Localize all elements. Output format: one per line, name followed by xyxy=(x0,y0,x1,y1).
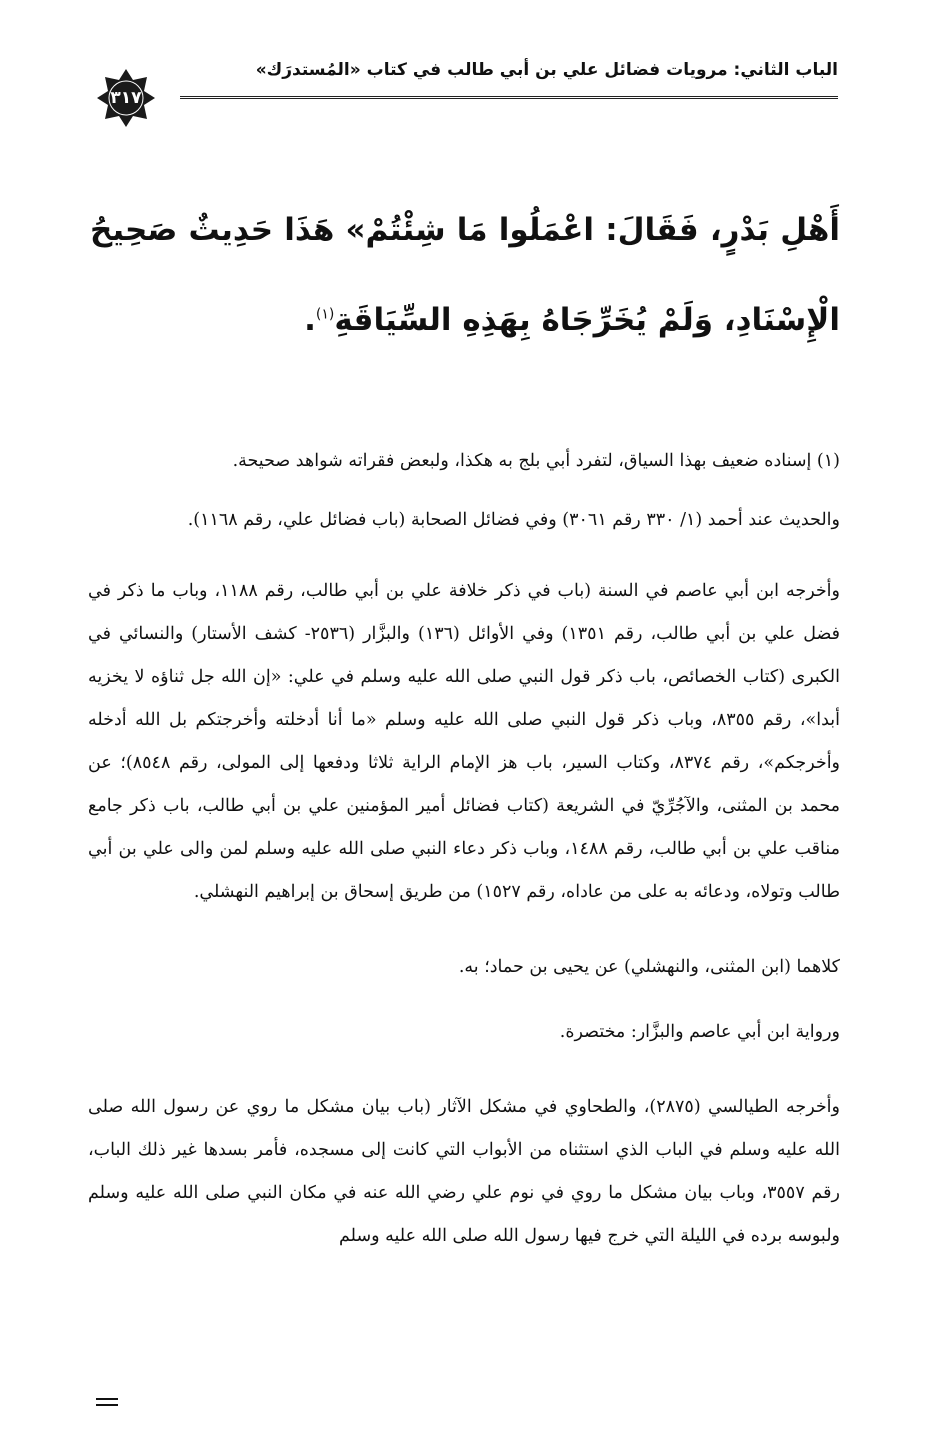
main-text-block xyxy=(90,185,840,365)
footnote-paragraph: ورواية ابن أبي عاصم والبزَّار: مختصرة. xyxy=(559,1022,840,1042)
footnote-paragraph: وأخرجه الطيالسي (٢٨٧٥)، والطحاوي في مشكل الآثار (باب بيان مشكل ما روي عن رسول الله صلى الله عليه وسلم في الباب الذي استثناه من الأبواب التي كانت إلى مسجده، فأمر بسدها غير ذلك الباب، رقم ٣٥٥٧، وباب بيان مشكل ما روي في نوم علي رضي الله عنه في مكان النبي صلى الله عليه وسلم ولبوسه برده في الليلة التي خرج فيها رسول الله صلى الله عليه وسلم xyxy=(88,1097,840,1246)
footnotes-section xyxy=(88,440,840,1258)
header-double-rule xyxy=(180,96,838,99)
page-number-badge xyxy=(96,68,156,128)
footnote-paragraph: كلاهما (ابن المثنى، والنهشلي) عن يحيى بن حماد؛ به. xyxy=(458,957,840,977)
footnote-reference: (١) xyxy=(315,306,335,323)
main-end-punct: . xyxy=(304,302,316,338)
footnote-paragraph: (١) إسناده ضعيف بهذا السياق، لتفرد أبي بلج به هكذا، ولبعض فقراته شواهد صحيحة. xyxy=(232,451,840,471)
footnote-paragraph: وأخرجه ابن أبي عاصم في السنة (باب في ذكر خلافة علي بن أبي طالب، رقم ١١٨٨، وباب ما ذكر في فضل علي بن أبي طالب، رقم ١٣٥١) وفي الأوائل (١٣٦) والبزَّار (٢٥٣٦- كشف الأستار) والنسائي في الكبرى (كتاب الخصائص، باب ذكر قول النبي صلى الله عليه وسلم في علي: «إن الله جل ثناؤه لا يخزيه أبدا»، رقم ٨٣٥٥، وباب ذكر قول النبي صلى الله عليه وسلم «ما أنا أدخلته وأخرجتكم بل الله أدخله وأخرجكم»، رقم ٨٣٧٤، وكتاب السير، باب هز الإمام الراية ثلاثا ودفعها إلى المولى، رقم ٨٥٤٨)؛ عن محمد بن المثنى، والآجُرِّيّ في الشريعة (كتاب فضائل أمير المؤمنين علي بن أبي طالب، باب ذكر جامع مناقب علي بن أبي طالب، رقم ١٤٨٨، وباب ذكر دعاء النبي صلى الله عليه وسلم لمن والى علي بن أبي طالب وتولاه، ودعائه به على من عاداه، رقم ١٥٢٧) من طريق إسحاق بن إبراهيم النهشلي. xyxy=(88,581,841,902)
page-number: ٣١٧ xyxy=(110,88,142,108)
running-head-title: الباب الثاني: مرويات فضائل علي بن أبي طالب في كتاب «المُستدرَك» xyxy=(255,60,838,80)
continuation-mark-icon xyxy=(96,1398,118,1410)
footnote-paragraph: والحديث عند أحمد (١/ ٣٣٠ رقم ٣٠٦١) وفي فضائل الصحابة (باب فضائل علي، رقم ١١٦٨). xyxy=(187,510,840,530)
main-text: أَهْلِ بَدْرٍ، فَقَالَ: اعْمَلُوا مَا شِئْتُمْ» هَذَا حَدِيثٌ صَحِيحُ الْإِسْنَادِ، وَلَمْ يُخَرِّجَاهُ بِهَذِهِ السِّيَاقَةِ xyxy=(90,212,840,338)
